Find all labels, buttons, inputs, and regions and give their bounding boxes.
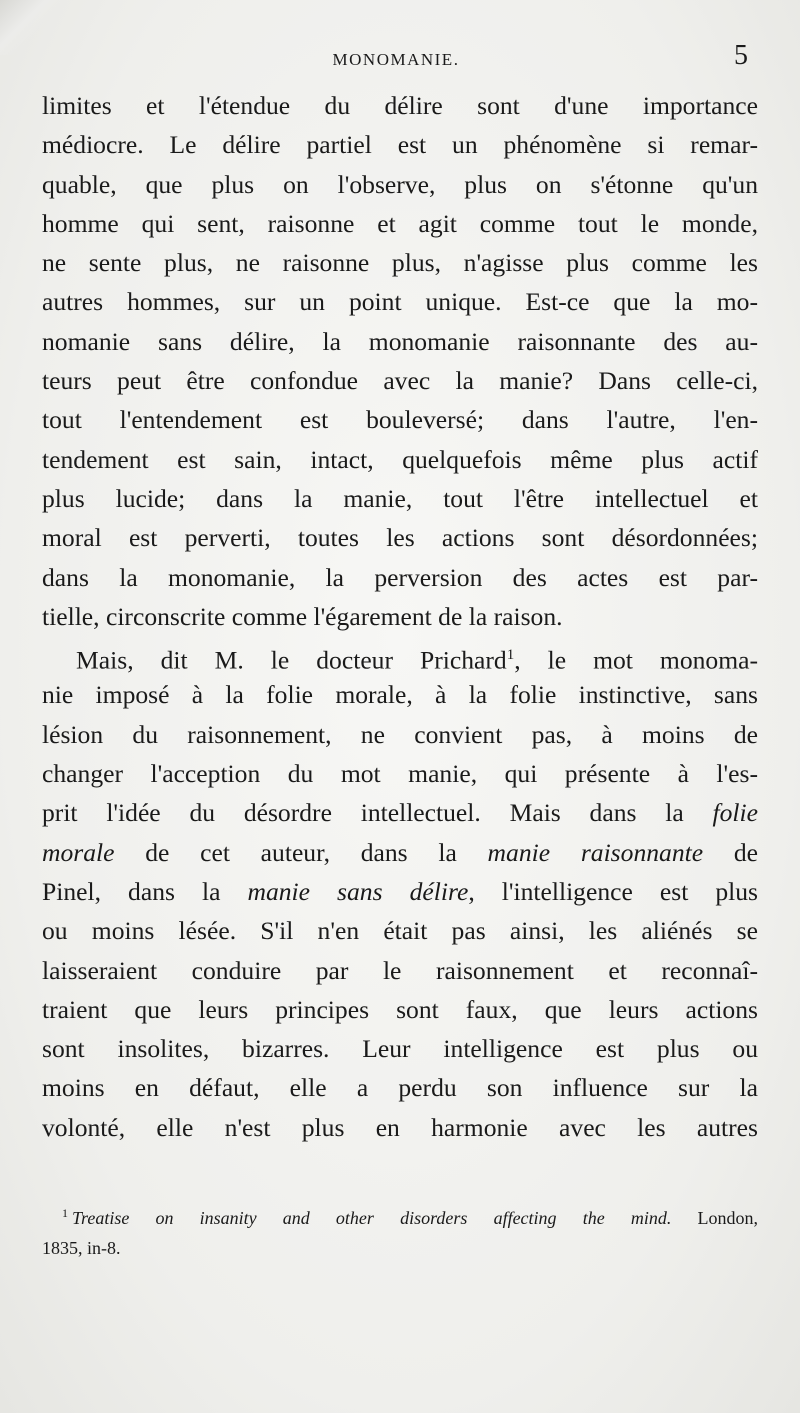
text-line <box>42 833 758 872</box>
paragraph-2 <box>42 636 758 1147</box>
text-run: Mais, dit M. le docteur Prichard <box>76 645 507 675</box>
text-line: ne sente plus, ne raisonne plus, n'agisse plus comme les <box>42 248 758 278</box>
text-run: , l'intelligence est plus <box>468 876 758 906</box>
italic-term: manie sans délire <box>247 876 469 906</box>
footnote-reference: 1 <box>506 647 515 664</box>
text-line: médiocre. Le délire partiel est un phénomène si remar- <box>42 130 758 160</box>
text-line: homme qui sent, raisonne et agit comme tout le monde, <box>42 208 758 238</box>
footnote-line: 1835, in-8. <box>42 1238 121 1258</box>
text-line: laisseraient conduire par le raisonnement et reconnaî- <box>42 955 758 985</box>
footnote <box>42 1198 758 1263</box>
italic-term: morale <box>42 837 115 867</box>
footnote-line <box>42 1198 758 1233</box>
italic-term: manie raisonnante <box>487 837 704 867</box>
footnote-mark: 1 <box>62 1206 68 1220</box>
text-line: tielle, circonscrite comme l'égarement de la raison. <box>42 601 563 631</box>
text-line: moins en défaut, elle a perdu son influence sur la <box>42 1073 758 1103</box>
text-run: prit l'idée du désordre intellectuel. Mais dans la <box>42 798 713 828</box>
page-header <box>40 40 752 76</box>
text-run: Pinel, dans la <box>42 876 248 906</box>
text-line: lésion du raisonnement, ne convient pas, à moins de <box>42 719 758 749</box>
text-line: tendement est sain, intact, quelquefois même plus actif <box>42 444 758 474</box>
text-line: teurs peut être confondue avec la manie? Dans celle-ci, <box>42 366 758 396</box>
text-line: quable, que plus on l'observe, plus on s'étonne qu'un <box>42 169 758 199</box>
text-line: changer l'acception du mot manie, qui présente à l'es- <box>42 759 758 789</box>
paragraph-1 <box>42 86 758 636</box>
text-line: tout l'entendement est bouleversé; dans l'autre, l'en- <box>42 405 758 435</box>
text-line <box>42 872 758 911</box>
running-head: MONOMANIE. <box>332 50 460 69</box>
text-line <box>42 793 758 832</box>
text-run: de cet auteur, dans la <box>114 837 488 867</box>
text-line: sont insolites, bizarres. Leur intelligence est plus ou <box>42 1034 758 1064</box>
text-line: autres hommes, sur un point unique. Est-ce que la mo- <box>42 287 758 317</box>
page-number: 5 <box>734 40 748 71</box>
text-line: nomanie sans délire, la monomanie raisonnante des au- <box>42 326 758 356</box>
footnote-title: Treatise on insanity and other disorders affecting the mind. <box>72 1208 672 1228</box>
text-line: limites et l'étendue du délire sont d'une importance <box>42 91 758 120</box>
footnote-place: London, <box>671 1208 758 1228</box>
text-run: , le mot monoma- <box>514 645 758 675</box>
text-line: traient que leurs principes sont faux, que leurs actions <box>42 994 758 1024</box>
text-line: moral est perverti, toutes les actions sont désordonnées; <box>42 523 758 553</box>
text-line: volonté, elle n'est plus en harmonie avec les autres <box>42 1112 758 1142</box>
text-run: de <box>703 837 758 867</box>
text-line: plus lucide; dans la manie, tout l'être intellectuel et <box>42 483 758 513</box>
text-line: ou moins lésée. S'il n'en était pas ainsi, les aliénés se <box>42 916 758 946</box>
body-text <box>42 86 758 1147</box>
text-line: dans la monomanie, la perversion des actes est par- <box>42 562 758 592</box>
text-line: nie imposé à la folie morale, à la folie instinctive, sans <box>42 680 758 710</box>
italic-term: folie <box>712 798 758 828</box>
text-line <box>42 636 758 675</box>
